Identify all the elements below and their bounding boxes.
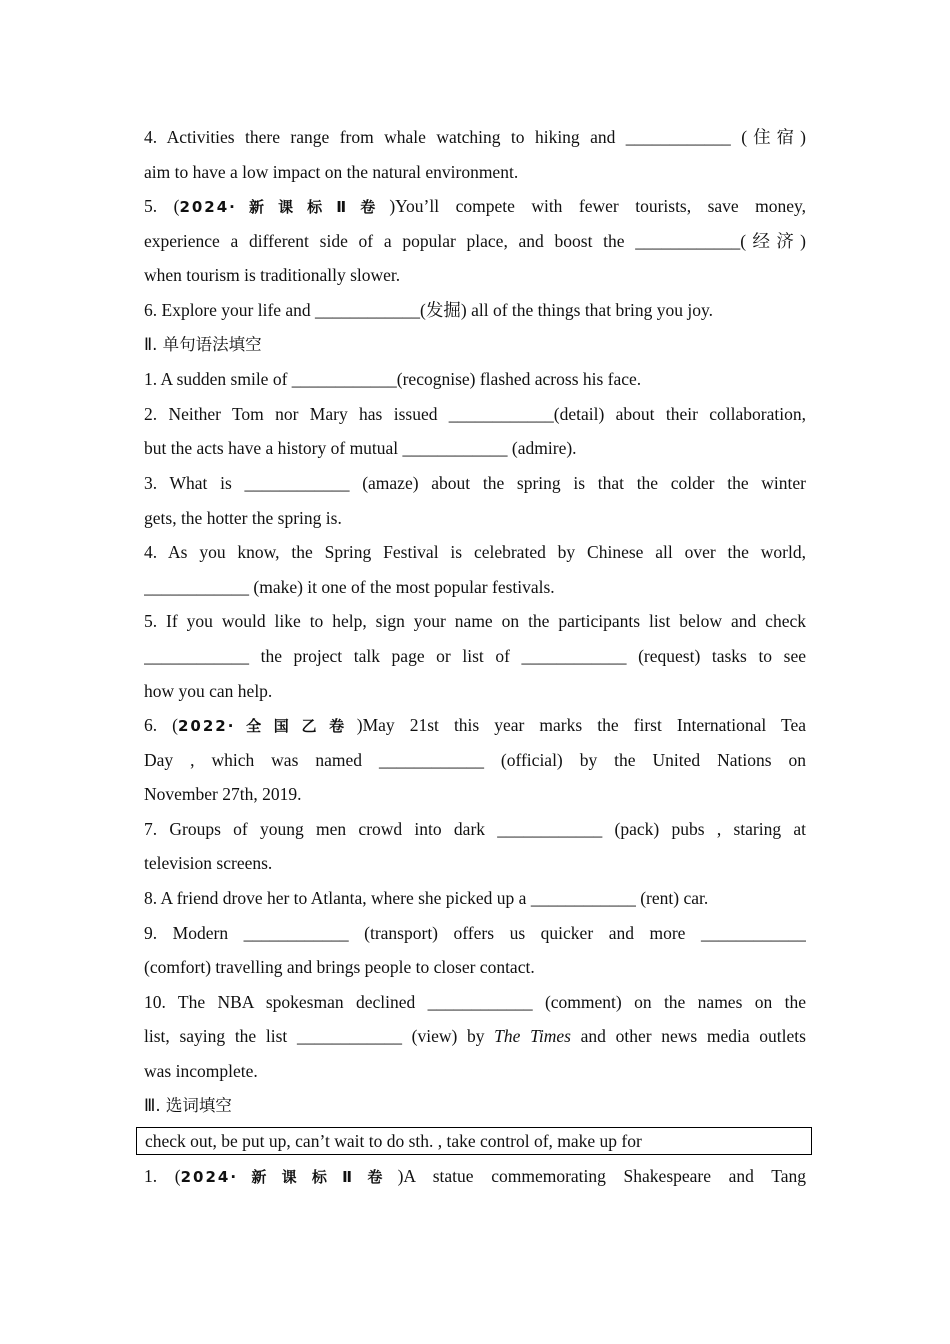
- section2-q3-line1: 3. What is ____________ (amaze) about the spring is that the colder the winter: [144, 472, 806, 493]
- question-text: )May 21st this year marks the first International Tea: [356, 715, 806, 736]
- question-text: list, saying the list ____________ (view) by: [144, 1026, 495, 1047]
- section2-q7-line1: 7. Groups of young men crowd into dark ____________ (pack) pubs , staring at: [144, 818, 806, 839]
- section2-q7-line2: television screens.: [144, 853, 273, 874]
- question-text: and other news media outlets: [570, 1026, 806, 1047]
- section2-q9-line2: (comfort) travelling and brings people to closer contact.: [144, 957, 535, 978]
- section2-q6-line1: [144, 708, 806, 743]
- section1-q5-line2: experience a different side of a popular place, and boost the ____________(经济): [144, 230, 806, 251]
- section3-q1-line1: [144, 1159, 806, 1194]
- section2-q9-line1: 9. Modern ____________ (transport) offers us quicker and more ____________: [144, 922, 806, 943]
- section2-q5-line2: ____________ the project talk page or list of ____________ (request) tasks to see: [144, 645, 806, 666]
- section2-heading: Ⅱ. 单句语法填空: [144, 334, 262, 354]
- section2-q1-line1: 1. A sudden smile of ____________(recognise) flashed across his face.: [144, 369, 642, 390]
- exam-source: 2024·新课标Ⅱ卷: [180, 1168, 398, 1187]
- question-number: 1. (: [144, 1166, 181, 1187]
- section2-q5-line1: 5. If you would like to help, sign your name on the participants list below and check: [144, 611, 806, 632]
- section2-q4-line2: ____________ (make) it one of the most popular festivals.: [144, 576, 555, 597]
- question-text: )You’ll compete with fewer tourists, save money,: [389, 196, 806, 217]
- section3-heading: Ⅲ. 选词填空: [144, 1095, 232, 1115]
- section2-q2-line1: 2. Neither Tom nor Mary has issued ____________(detail) about their collaboration,: [144, 403, 806, 424]
- section1-q4-line1: 4. Activities there range from whale watching to hiking and ____________ (住宿): [144, 127, 806, 147]
- publication-title: The Times: [494, 1026, 571, 1047]
- word-bank-box: check out, be put up, can’t wait to do sth. , take control of, make up for: [136, 1127, 812, 1155]
- section2-q10-line2: [144, 1019, 806, 1054]
- question-number: 5. (: [144, 196, 180, 217]
- question-text: )A statue commemorating Shakespeare and Tang: [397, 1166, 806, 1187]
- exercise-page: [144, 120, 806, 1194]
- exam-source: 2024·新课标Ⅱ卷: [179, 198, 390, 217]
- section2-q4-line1: 4. As you know, the Spring Festival is celebrated by Chinese all over the world,: [144, 542, 806, 563]
- section2-q5-line3: how you can help.: [144, 680, 273, 701]
- section2-q2-line2: but the acts have a history of mutual ____________ (admire).: [144, 438, 577, 459]
- exam-source: 2022·全国乙卷: [178, 717, 357, 736]
- section1-q5-line3: when tourism is traditionally slower.: [144, 265, 401, 286]
- section1-q5-line1: [144, 189, 806, 224]
- section2-q6-line2: Day , which was named ____________ (official) by the United Nations on: [144, 749, 806, 770]
- section2-q10-line1: 10. The NBA spokesman declined ____________ (comment) on the names on the: [144, 991, 806, 1012]
- section2-q8-line1: 8. A friend drove her to Atlanta, where she picked up a ____________ (rent) car.: [144, 888, 709, 909]
- section2-q3-line2: gets, the hotter the spring is.: [144, 507, 342, 528]
- section1-q4-line2: aim to have a low impact on the natural environment.: [144, 161, 519, 182]
- section2-q6-line3: November 27th, 2019.: [144, 784, 302, 805]
- question-number: 6. (: [144, 715, 178, 736]
- section1-q6-line1: 6. Explore your life and ____________(发掘) all of the things that bring you joy.: [144, 299, 713, 320]
- section2-q10-line3: was incomplete.: [144, 1061, 258, 1082]
